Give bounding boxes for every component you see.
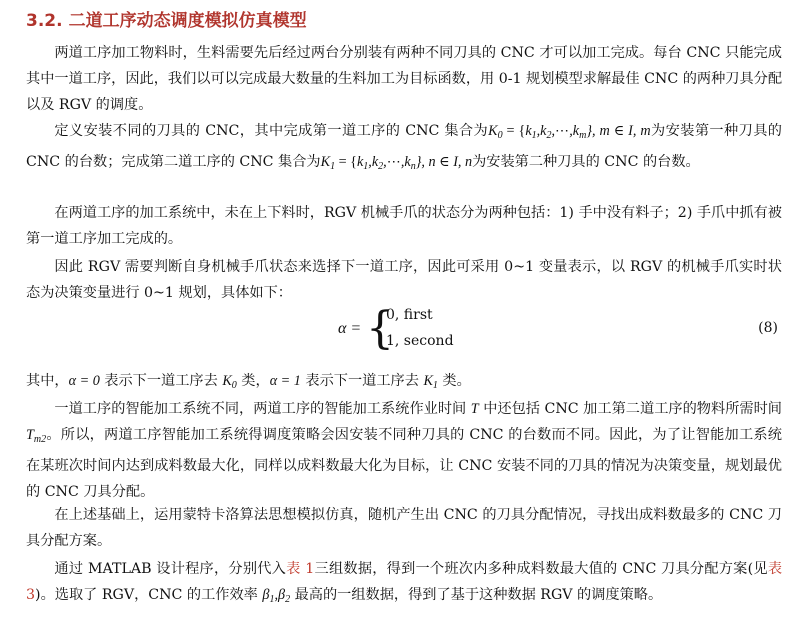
system-text-b: 中还包括 CNC 加工第二道工序的物料所需时间: [478, 401, 782, 417]
section-heading: [26, 6, 307, 31]
section-number: 3.2.: [26, 11, 63, 31]
time-t: T: [470, 401, 479, 417]
matlab-text-d: 最高的一组数据，得到了基于这种数据 RGV 的调度策略。: [290, 587, 663, 603]
paragraph-where: [26, 368, 782, 399]
paragraph-intro: 两道工序加工物料时，生料需要先后经过两台分别装有两种不同刀具的 CNC 才可以加工完成。每台 CNC 只能完成其中一道工序，因此，我们以可以完成最大数量的生料加工为目标函数，用 0-1 规划模型求解最佳 CNC 的两种刀具分配以及 RGV 的调度。: [26, 45, 783, 113]
set-k0-sub: 0: [497, 130, 503, 141]
time-tm2: [26, 427, 46, 443]
beta-1: β: [262, 587, 270, 603]
definition-text-a: 定义安装不同的刀具的 CNC，其中完成第一道工序的 CNC 集合为: [54, 123, 489, 139]
system-text-a: 一道工序的智能加工系统不同，两道工序的智能加工系统作业时间: [54, 401, 471, 417]
set-k1-rest: }, n ∈ I, n: [415, 154, 473, 170]
equation-case-second: 1, second: [386, 333, 454, 349]
table-3-link[interactable]: 表 3: [26, 561, 783, 603]
where-text-i: 类。: [437, 373, 471, 389]
alpha-zero: α = 0: [68, 373, 100, 389]
set-k0-symbol: K: [488, 123, 498, 139]
equation-brace: {: [366, 303, 394, 354]
paragraph-gripper-states: 在两道工序的加工系统中，未在上下料时，RGV 机械手爪的状态分为两种包括：1) 手中没有料子；2) 手爪中抓有被第一道工序加工完成的。: [26, 205, 782, 247]
class-k1-symbol: K: [423, 373, 433, 389]
class-k0: [222, 373, 236, 389]
alpha-one: α = 1: [269, 373, 301, 389]
class-k1-sub: 1: [432, 380, 438, 391]
equation-lhs: α =: [338, 320, 362, 337]
table-1-link[interactable]: 表 1: [286, 561, 315, 577]
matlab-text-b: 三组数据，得到一个班次内多种成料数最大值的 CNC 刀具分配方案(见: [314, 561, 768, 577]
paragraph-matlab: [26, 556, 782, 613]
time-tm2-symbol: T: [26, 427, 34, 443]
matlab-text-c: )。选取了 RGV，CNC 的工作效率: [35, 587, 263, 603]
section-title: 二道工序动态调度模拟仿真模型: [68, 11, 307, 31]
where-text-e: 类，: [236, 373, 270, 389]
equation-case-first: 0, first: [386, 307, 433, 323]
matlab-text-a: 通过 MATLAB 设计程序，分别代入: [54, 561, 287, 577]
class-k0-symbol: K: [222, 373, 232, 389]
definition-text-b: 为安装第一种刀具的 CNC 的台数；完成第二道工序的 CNC 集合为: [26, 123, 782, 170]
where-text-c: 表示下一道工序去: [99, 373, 223, 389]
set-k0: $K_0$ = $\{k_1,k_2,\cdots,k_m\}$, m ∈ I, m: [488, 123, 651, 141]
where-text-g: 表示下一道工序去: [300, 373, 424, 389]
set-k0-rest: }, m ∈ I, m: [586, 123, 651, 139]
paragraph-decision: 因此 RGV 需要判断自身机械手爪状态来选择下一道工序，因此可采用 0~1 变量表示，以 RGV 的机械手爪实时状态为决策变量进行 0~1 规划，具体如下：: [26, 259, 782, 301]
paragraph-two-stage-system: [26, 396, 782, 505]
equation-number: (8): [758, 320, 778, 336]
set-k1: $K_1$ = $\{k_1,k_2,\cdots,k_n\}$, n ∈ I, n: [320, 154, 473, 172]
definition-text-c: 为安装第二种刀具的 CNC 的台数。: [472, 154, 700, 170]
equation-8: [26, 303, 782, 360]
where-text-a: 其中，: [26, 373, 69, 389]
system-text-c: 。所以，两道工序智能加工系统得调度策略会因安装不同种刀具的 CNC 的台数而不同。因此，为了让智能加工系统在某班次时间内达到成料数最大化，同样以成料数最大化为目标，让 CNC 安装不同的刀具的情况为决策变量，规划最优的 CNC 刀具分配。: [26, 427, 782, 500]
paragraph-monte-carlo: 在上述基础上，运用蒙特卡洛算法思想模拟仿真，随机产生出 CNC 的刀具分配情况，寻找出成料数最多的 CNC 刀具分配方案。: [26, 507, 782, 549]
paragraph-definition: [26, 118, 782, 180]
beta-symbols: $\beta_1,\beta_2$: [262, 587, 291, 605]
class-k1: [423, 373, 437, 389]
class-k0-sub: 0: [231, 380, 237, 391]
time-tm2-sub: m2: [33, 434, 47, 445]
